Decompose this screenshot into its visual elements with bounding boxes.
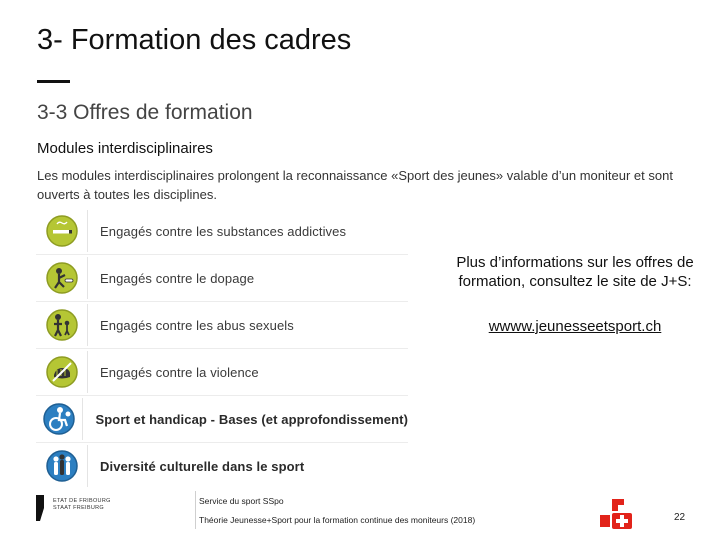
- module-divider: [36, 254, 408, 255]
- etat-logo-text: [53, 498, 111, 512]
- body-paragraph: Les modules interdisciplinaires prolongent la reconnaissance «Sport des jeunes» valable d’un moniteur et sont ouverts à toutes les disciplines.: [37, 168, 673, 202]
- module-label: Sport et handicap - Bases (et approfondissement): [95, 411, 408, 427]
- module-divider: [36, 395, 408, 396]
- no-doping-icon: [36, 257, 88, 299]
- slide-title: 3- Formation des cadres: [37, 24, 352, 56]
- module-item: [36, 351, 408, 393]
- module-divider: [36, 348, 408, 349]
- module-label: Engagés contre les substances addictives: [100, 223, 347, 239]
- org-line-2: STAAT FREIBURG: [53, 505, 104, 511]
- module-item: [36, 304, 408, 346]
- module-divider: [36, 301, 408, 302]
- module-label: Engagés contre la violence: [100, 364, 259, 380]
- wheelchair-sport-icon: [36, 398, 83, 440]
- footer-document: Théorie Jeunesse+Sport pour la formation continue des moniteurs (2018): [199, 515, 476, 525]
- module-item: [36, 398, 408, 440]
- info-link[interactable]: wwww.jeunesseetsport.ch: [488, 318, 662, 335]
- module-label: Engagés contre les abus sexuels: [100, 317, 294, 333]
- no-violence-icon: [36, 351, 88, 393]
- protected-child-icon: [36, 304, 88, 346]
- footer-service: Service du sport SSpo: [199, 496, 284, 506]
- no-smoking-icon: [36, 210, 88, 252]
- module-label: Engagés contre le dopage: [100, 270, 255, 286]
- org-line-1: ETAT DE FRIBOURG: [53, 498, 111, 504]
- page-number: 22: [674, 512, 686, 523]
- module-item: [36, 445, 408, 487]
- comma-logo-icon: [36, 495, 44, 525]
- module-item: [36, 257, 408, 299]
- diverse-people-icon: [36, 445, 88, 487]
- section-heading: Modules interdisciplinaires: [37, 140, 213, 157]
- module-item: [36, 210, 408, 252]
- module-divider: [36, 442, 408, 443]
- footer-divider: [195, 491, 196, 529]
- slide-subtitle: 3-3 Offres de formation: [37, 101, 253, 124]
- module-label: Diversité culturelle dans le sport: [100, 458, 305, 474]
- js-swiss-cross-emblem: [598, 497, 634, 536]
- title-rule: [37, 80, 70, 83]
- info-text: Plus d’informations sur les offres de formation, consultez le site de J+S:: [456, 254, 694, 290]
